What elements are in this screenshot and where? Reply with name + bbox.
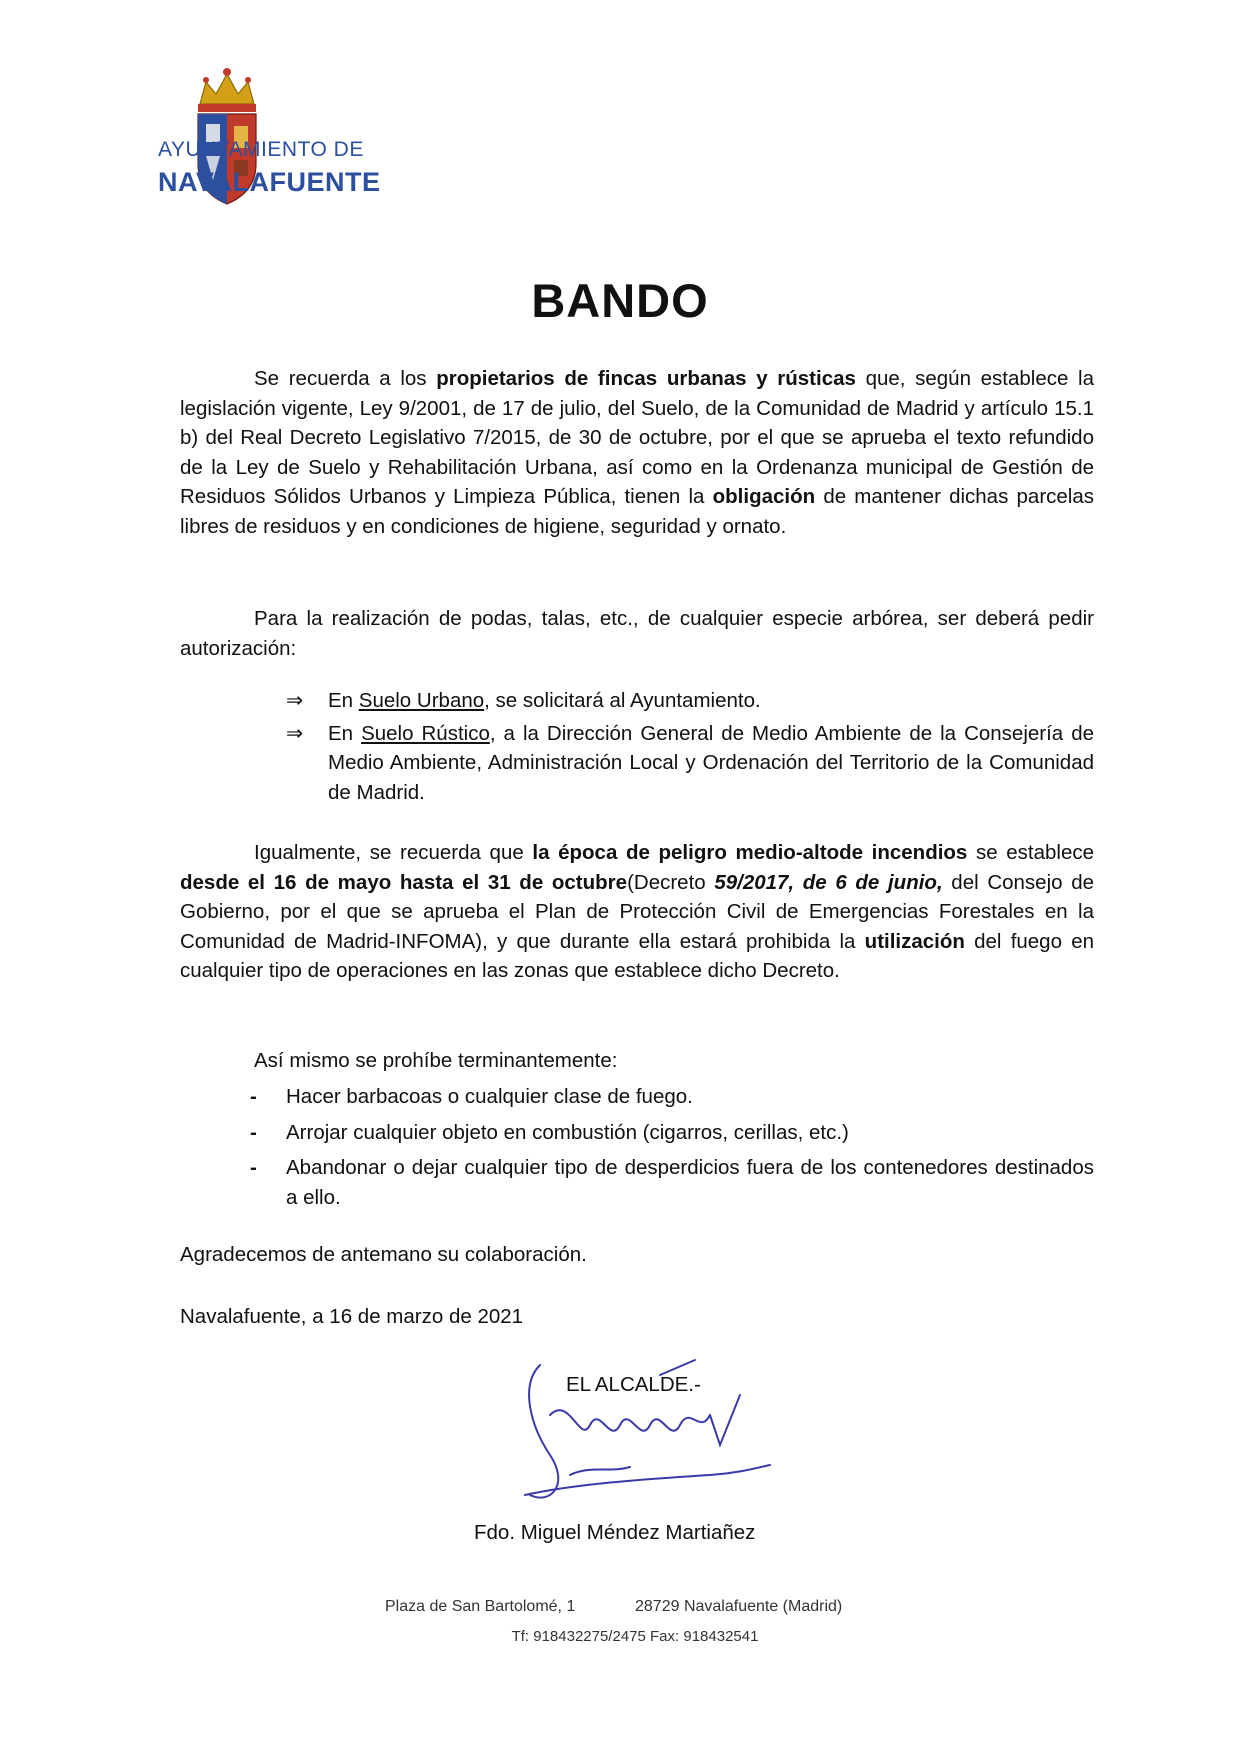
list-item: - Abandonar o dejar cualquier tipo de desperdicios fuera de los contenedores destinados a ello. [246,1153,1094,1212]
thanks-line: Agradecemos de antemano su colaboración. [180,1243,587,1266]
bullet-dash: - [250,1156,257,1179]
emphasis-owners: propietarios de fincas urbanas y rústicas [436,367,856,390]
list-item: - Hacer barbacoas o cualquier clase de fuego. [246,1082,1094,1112]
emphasis-obligation: obligación [712,485,816,508]
list-item: ⇒ En Suelo Rústico, a la Dirección General de Medio Ambiente de la Consejería de Medio Ambiente, Administración Local y Ordenación del Territorio de la Comunidad de Madrid. [288,719,1094,808]
right-arrow-icon: ⇒ [286,689,304,712]
signer-name: Fdo. Miguel Méndez Martiañez [474,1521,756,1544]
list-item: ⇒ En Suelo Urbano, se solicitará al Ayuntamiento. [288,686,1094,716]
paragraph-owners-obligation: Se recuerda a los propietarios de fincas urbanas y rústicas que, según establece la legislación vigente, Ley 9/2001, de 17 de julio, del Suelo, de la Comunidad de Madrid y artículo 15.1 b) del Real Decreto Legislativo 7/2015, de 30 de octubre, por el que se aprueba el texto refundido de la Ley de Suelo y Rehabilitación Urbana, así como en la Ordenanza municipal de Gestión de Residuos Sólidos Urbanos y Limpieza Pública, tienen la obligación de mantener dichas parcelas libres de residuos y en condiciones de higiene, seguridad y ornato. [180,367,1095,538]
list-item: - Arrojar cualquier objeto en combustión (cigarros, cerillas, etc.) [246,1118,1094,1148]
paragraph-prohibitions: Así mismo se prohíbe terminantemente: [254,1049,618,1072]
footer-postal: 28729 Navalafuente (Madrid) [635,1598,843,1615]
authorization-list [288,686,1094,810]
right-arrow-icon: ⇒ [286,721,304,745]
footer-phones: Tf: 918432275/2475 Fax: 918432541 [511,1628,759,1645]
paragraph-authorization: Para la realización de podas, talas, etc., de cualquier especie arbórea, ser deberá pedir autorización: [180,607,1094,660]
paragraph-fire-season: Igualmente, se recuerda que la época de peligro medio-altode incendios se establece desde el 16 de mayo hasta el 31 de octubre(Decreto 59/2017, de 6 de junio, del Consejo de Gobierno, por el que se aprueba el Plan de Protección Civil de Emergencias Forestales en la Comunidad de Madrid-INFOMA), y que durante ella estará prohibida la utilización del fuego en cualquier tipo de operaciones en las zonas que establece dicho Decreto. [180,841,1095,982]
prohibitions-list [246,1082,1094,1218]
signature-title: EL ALCALDE.- [566,1373,701,1396]
org-name-line2: NAVALAFUENTE [158,167,381,197]
date-line: Navalafuente, a 16 de marzo de 2021 [180,1305,524,1328]
org-name-line1: AYUNTAMIENTO DE [158,138,364,161]
bullet-dash: - [250,1085,257,1108]
footer-address: Plaza de San Bartolomé, 1 [385,1598,576,1615]
page-title: BANDO [531,274,709,327]
bullet-dash: - [250,1120,257,1144]
